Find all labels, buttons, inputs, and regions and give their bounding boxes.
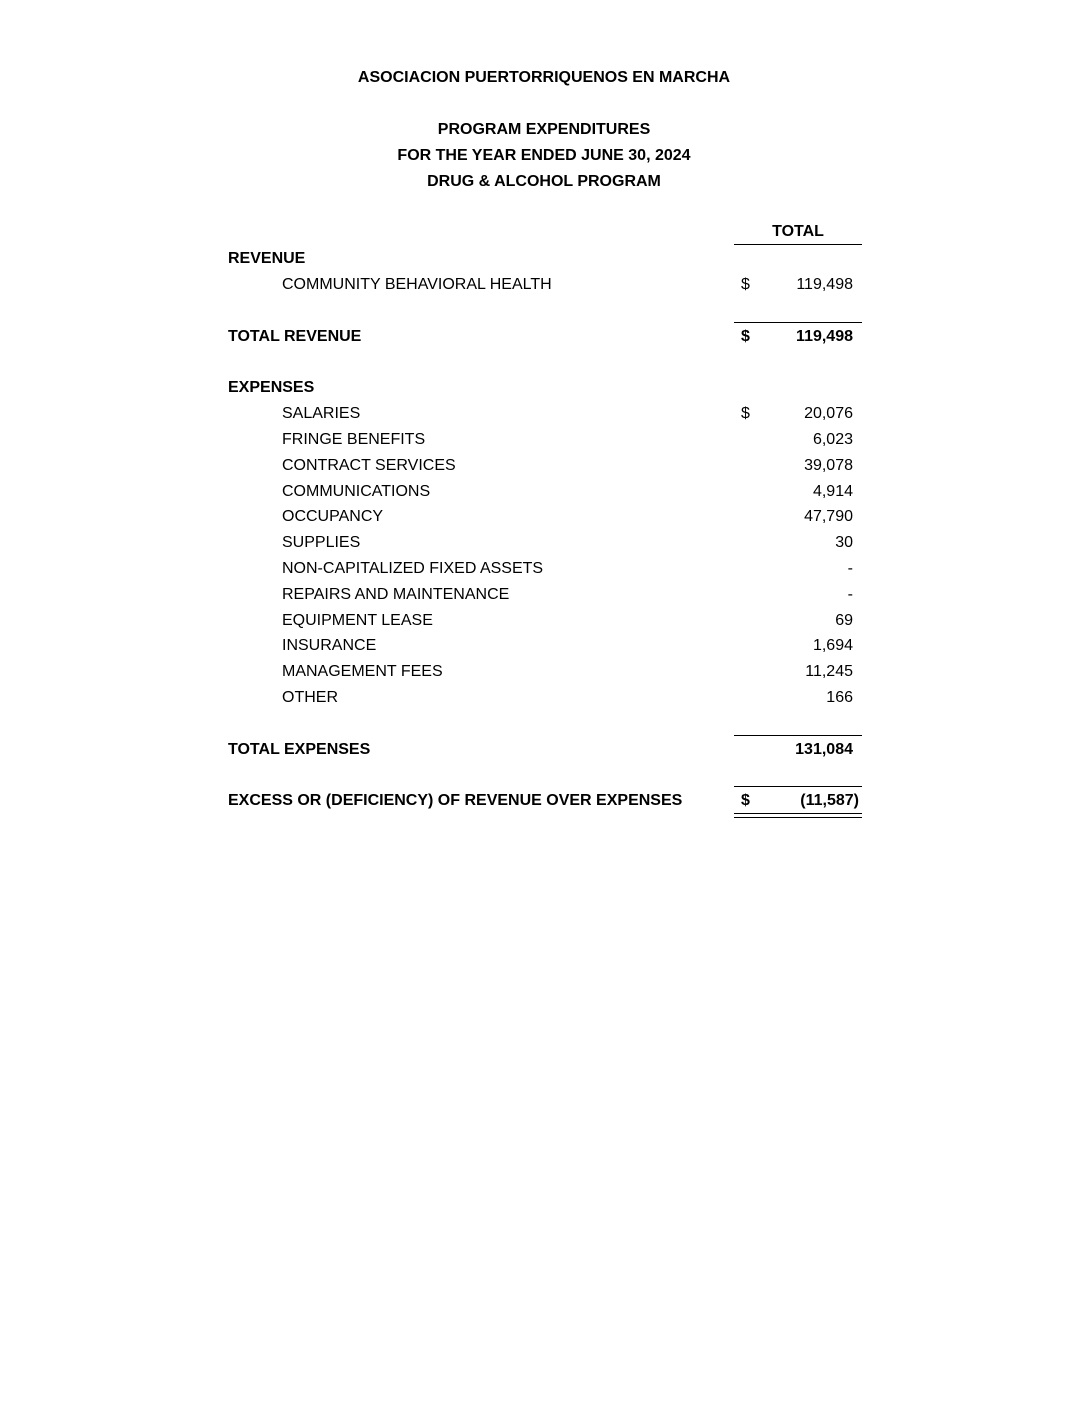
report-period: FOR THE YEAR ENDED JUNE 30, 2024 — [397, 147, 691, 164]
line-item-label: OTHER — [282, 689, 338, 706]
line-item-label: OCCUPANCY — [282, 508, 384, 525]
line-item-amount: - — [847, 586, 853, 603]
line-item-label: SUPPLIES — [282, 534, 361, 551]
line-item-label: INSURANCE — [282, 637, 377, 654]
currency-symbol: $ — [741, 792, 750, 809]
total-revenue-rule — [734, 322, 862, 323]
table-row — [0, 530, 1088, 556]
line-item-amount: 69 — [835, 612, 853, 629]
line-item-label: MANAGEMENT FEES — [282, 663, 443, 680]
table-row — [0, 608, 1088, 634]
table-row — [0, 633, 1088, 659]
currency-symbol: $ — [741, 328, 750, 345]
table-row — [0, 479, 1088, 505]
excess-row — [0, 788, 1088, 814]
excess-double-underline — [734, 813, 862, 818]
table-row — [0, 582, 1088, 608]
line-item-amount: 1,694 — [812, 637, 853, 654]
line-item-amount: 4,914 — [812, 483, 853, 500]
excess-top-rule — [734, 786, 862, 787]
table-row — [0, 453, 1088, 479]
total-revenue-row — [0, 324, 1088, 350]
program-name: DRUG & ALCOHOL PROGRAM — [427, 173, 661, 190]
total-expenses-row — [0, 737, 1088, 763]
line-item-label: FRINGE BENEFITS — [282, 431, 426, 448]
expenses-heading-row — [0, 375, 1088, 401]
line-item-amount: 119,498 — [796, 276, 853, 293]
line-item-label: COMMUNITY BEHAVIORAL HEALTH — [282, 276, 552, 293]
total-expenses-amount: 131,084 — [795, 741, 853, 758]
line-item-amount: 11,245 — [805, 663, 853, 680]
column-header-total: TOTAL — [772, 223, 824, 240]
revenue-heading: REVENUE — [228, 250, 306, 267]
line-item-label: NON-CAPITALIZED FIXED ASSETS — [282, 560, 544, 577]
total-revenue-amount: 119,498 — [796, 328, 853, 345]
organization-name: ASOCIACION PUERTORRIQUENOS EN MARCHA — [357, 69, 731, 86]
line-item-label: EQUIPMENT LEASE — [282, 612, 433, 629]
total-expenses-rule — [734, 735, 862, 736]
table-row — [0, 401, 1088, 427]
line-item-amount: 30 — [835, 534, 853, 551]
line-item-amount: 20,076 — [804, 405, 853, 422]
excess-label: EXCESS OR (DEFICIENCY) OF REVENUE OVER EXPENSES — [228, 792, 683, 809]
revenue-heading-row — [0, 246, 1088, 272]
line-item-label: COMMUNICATIONS — [282, 483, 431, 500]
excess-amount: (11,587) — [800, 792, 859, 809]
line-item-amount: 6,023 — [812, 431, 853, 448]
currency-symbol: $ — [741, 405, 750, 422]
column-header-rule — [734, 244, 862, 245]
expenses-heading: EXPENSES — [228, 379, 315, 396]
table-row — [0, 427, 1088, 453]
line-item-label: CONTRACT SERVICES — [282, 457, 456, 474]
table-row — [0, 685, 1088, 711]
table-row — [0, 504, 1088, 530]
line-item-label: SALARIES — [282, 405, 361, 422]
currency-symbol: $ — [741, 276, 750, 293]
line-item-amount: 39,078 — [804, 457, 853, 474]
table-row — [0, 272, 1088, 298]
total-expenses-label: TOTAL EXPENSES — [228, 741, 371, 758]
line-item-amount: - — [847, 560, 853, 577]
line-item-amount: 166 — [826, 689, 853, 706]
line-item-amount: 47,790 — [804, 508, 853, 525]
line-item-label: REPAIRS AND MAINTENANCE — [282, 586, 510, 603]
table-row — [0, 659, 1088, 685]
report-title: PROGRAM EXPENDITURES — [437, 121, 651, 138]
total-revenue-label: TOTAL REVENUE — [228, 328, 362, 345]
table-row — [0, 556, 1088, 582]
